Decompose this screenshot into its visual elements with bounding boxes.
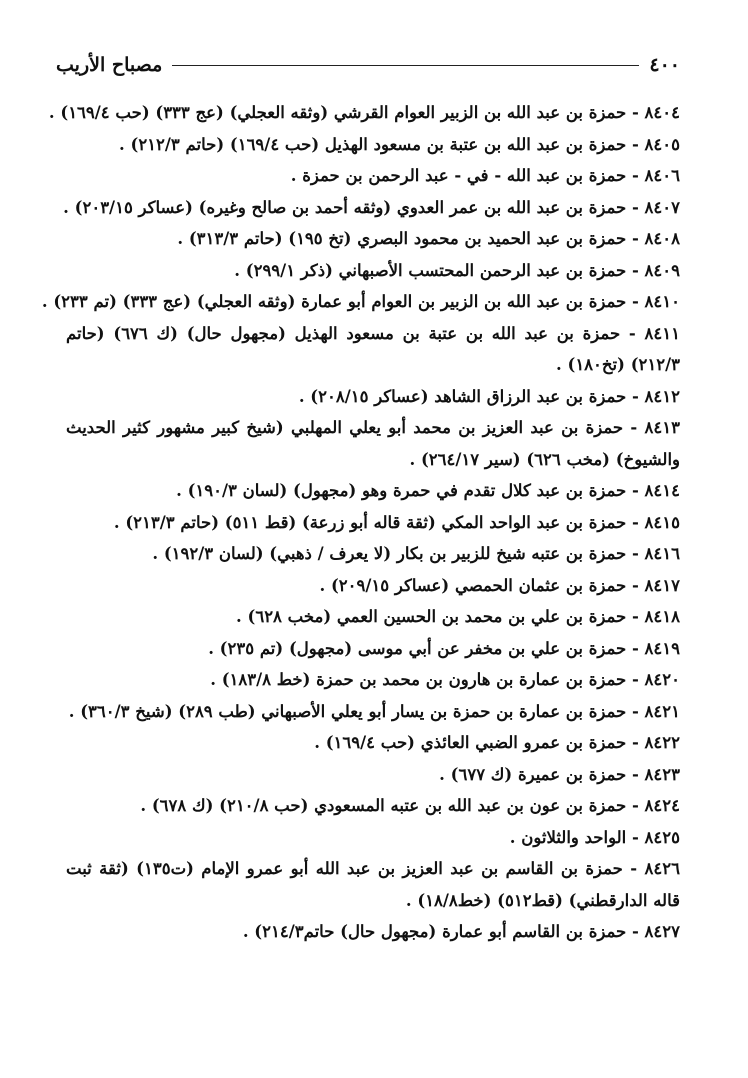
entry: ٨٤٠٥ - حمزة بن عبد الله بن عتبة بن مسعود الهذيل (حب ١٦٩/٤) (حاتم ٢١٢/٣) . — [119, 134, 680, 154]
entry-number: ٨٤٠٩ — [644, 260, 680, 280]
entry-text: حمزة بن عبد الواحد المكي (ثقة قاله أبو زرعة) (قط ٥١١) (حاتم ٢١٣/٣) . — [113, 512, 627, 532]
entry-text: حمزة بن عبد الرزاق الشاهد (عساكر ٢٠٨/١٥) . — [298, 386, 627, 406]
entry: ٨٤٠٧ - حمزة بن عبد الله بن عمر العدوي (وثقه أحمد بن صالح وغيره) (عساكر ٢٠٣/١٥) . — [63, 197, 680, 217]
entry-number: ٨٤٢٧ — [644, 922, 680, 941]
entry: ٨٤١٧ - حمزة بن عثمان الحمصي (عساكر ٢٠٩/١٥) . — [319, 575, 680, 595]
entry-text: حمزة بن عبد الله بن الزبير بن العوام أبو عمارة (وثقه العجلي) (عج ٣٣٣) (تم ٢٣٣) . — [41, 292, 627, 311]
entry: ٨٤١٥ - حمزة بن عبد الواحد المكي (ثقة قاله أبو زرعة) (قط ٥١١) (حاتم ٢١٣/٣) . — [113, 512, 680, 532]
entry-number: ٨٤١٧ — [644, 575, 680, 595]
entry-text: حمزة بن عثمان الحمصي (عساكر ٢٠٩/١٥) . — [319, 575, 627, 595]
entry: ٨٤٢٠ - حمزة بن عمارة بن هارون بن محمد بن حمزة (خط ١٨٣/٨) . — [210, 670, 680, 689]
entry: ٨٤٠٩ - حمزة بن عبد الرحمن المحتسب الأصبهاني (ذكر ٢٩٩/١) . — [234, 260, 680, 280]
entry: ٨٤٢٣ - حمزة بن عميرة (ك ٦٧٧) . — [439, 764, 680, 784]
entry: ٨٤٢٤ - حمزة بن عون بن عبد الله بن عتبه المسعودي (حب ٢١٠/٨) (ك ٦٧٨) . — [140, 796, 680, 815]
entry: ٨٤٢٢ - حمزة بن عمرو الضبي العائذي (حب ١٦٩/٤) . — [314, 733, 680, 752]
entry-text: حمزة بن عميرة (ك ٦٧٧) . — [439, 764, 627, 784]
entry-text: حمزة بن القاسم بن عبد العزيز بن عبد الله أبو عمرو الإمام (ت١٣٥) (ثقة ثبت قاله الدارقطني) (قط٥١٢) (خط١٨/٨) . — [66, 859, 680, 910]
entry-text: حمزة بن عتبه شيخ للزبير بن بكار (لا يعرف / ذهبي) (لسان ١٩٢/٣) . — [152, 544, 627, 563]
entry-text: حمزة بن القاسم أبو عمارة (مجهول حال) حاتم٢١٤/٣) . — [242, 922, 627, 941]
entry: ٨٤٢١ - حمزة بن عمارة بن حمزة بن يسار أبو يعلي الأصبهاني (طب ٢٨٩) (شيخ ٣٦٠/٣) . — [68, 701, 680, 721]
entry: ٨٤٠٦ - حمزة بن عبد الله - في - عبد الرحمن بن حمزة . — [290, 166, 680, 185]
entry-text: الواحد والثلاثون . — [509, 827, 627, 847]
entry-number: ٨٤٠٦ — [644, 166, 680, 185]
entry-number: ٨٤٢١ — [644, 701, 680, 721]
page-number: ٤٠٠ — [649, 54, 680, 76]
entry: ٨٤٠٤ - حمزة بن عبد الله بن الزبير العوام القرشي (وثقه العجلي) (عج ٣٣٣) (حب ١٦٩/٤) . — [48, 103, 680, 122]
entry-text: حمزة بن عبد كلال تقدم في حمرة وهو (مجهول) (لسان ١٩٠/٣) . — [176, 481, 627, 500]
entry-list — [41, 97, 680, 948]
entry-number: ٨٤١٥ — [644, 512, 680, 532]
book-title: مصباح الأريب — [56, 54, 163, 76]
entry-number: ٨٤١٤ — [644, 481, 680, 500]
entry: ٨٤١٠ - حمزة بن عبد الله بن الزبير بن العوام أبو عمارة (وثقه العجلي) (عج ٣٣٣) (تم ٢٣٣) . — [41, 292, 680, 311]
entry-text: حمزة بن عبد الله بن عتبة بن مسعود الهذيل (مجهول حال) (ك ٦٧٦) (حاتم ٢١٢/٣) (تخ١٨٠) . — [66, 323, 680, 374]
entry-number: ٨٤٢٣ — [644, 764, 680, 784]
entry-number: ٨٤١١ — [644, 323, 680, 343]
entry-text: حمزة بن عبد الرحمن المحتسب الأصبهاني (ذكر ٢٩٩/١) . — [234, 260, 627, 280]
entry-number: ٨٤١٢ — [644, 386, 680, 406]
entry-text: حمزة بن عمرو الضبي العائذي (حب ١٦٩/٤) . — [314, 733, 627, 752]
entry-text: حمزة بن عون بن عبد الله بن عتبه المسعودي (حب ٢١٠/٨) (ك ٦٧٨) . — [140, 796, 627, 815]
entry-number: ٨٤٢٤ — [644, 796, 680, 815]
page-header — [56, 50, 680, 80]
entry-text: حمزة بن عبد العزيز بن محمد أبو يعلي المهلبي (شيخ كبير مشهور كثير الحديث والشيوخ) (مخب ٦٢٦) (سير ٢٦٤/١٧) . — [66, 418, 680, 469]
entry-text: حمزة بن عبد الله بن عتبة بن مسعود الهذيل (حب ١٦٩/٤) (حاتم ٢١٢/٣) . — [119, 134, 627, 154]
entry: ٨٤٠٨ - حمزة بن عبد الحميد بن محمود البصري (تخ ١٩٥) (حاتم ٣١٣/٣) . — [177, 229, 680, 248]
entry-number: ٨٤١٠ — [644, 292, 680, 311]
entry-number: ٨٤١٨ — [644, 607, 680, 626]
entry-number: ٨٤١٦ — [644, 544, 680, 563]
entry-text: حمزة بن عمارة بن هارون بن محمد بن حمزة (خط ١٨٣/٨) . — [210, 670, 627, 689]
entry: ٨٤١٨ - حمزة بن علي بن محمد بن الحسين العمي (مخب ٦٢٨) . — [236, 607, 680, 626]
entry: ٨٤١٢ - حمزة بن عبد الرزاق الشاهد (عساكر ٢٠٨/١٥) . — [298, 386, 680, 406]
entry-number: ٨٤١٩ — [644, 638, 680, 658]
entry-text: حمزة بن عبد الحميد بن محمود البصري (تخ ١٩٥) (حاتم ٣١٣/٣) . — [177, 229, 627, 248]
entry: ٨٤١٦ - حمزة بن عتبه شيخ للزبير بن بكار (لا يعرف / ذهبي) (لسان ١٩٢/٣) . — [152, 544, 680, 563]
entry: ٨٤١٣ - حمزة بن عبد العزيز بن محمد أبو يعلي المهلبي (شيخ كبير مشهور كثير الحديث والشيوخ) (مخب ٦٢٦) (سير ٢٦٤/١٧) . — [66, 418, 680, 469]
entry: ٨٤١٩ - حمزة بن علي بن مخفر عن أبي موسى (مجهول) (تم ٢٣٥) . — [208, 638, 680, 658]
entry-number: ٨٤٢٢ — [644, 733, 680, 752]
entry-number: ٨٤٢٠ — [644, 670, 680, 689]
entry-text: حمزة بن عبد الله بن عمر العدوي (وثقه أحمد بن صالح وغيره) (عساكر ٢٠٣/١٥) . — [63, 197, 627, 217]
entry-text: حمزة بن عبد الله بن الزبير العوام القرشي (وثقه العجلي) (عج ٣٣٣) (حب ١٦٩/٤) . — [48, 103, 627, 122]
entry: ٨٤١١ - حمزة بن عبد الله بن عتبة بن مسعود الهذيل (مجهول حال) (ك ٦٧٦) (حاتم ٢١٢/٣) (تخ١٨٠) . — [66, 323, 680, 374]
entry-text: حمزة بن عبد الله - في - عبد الرحمن بن حمزة . — [290, 166, 627, 185]
entry-number: ٨٤٠٨ — [644, 229, 680, 248]
entry: ٨٤١٤ - حمزة بن عبد كلال تقدم في حمرة وهو (مجهول) (لسان ١٩٠/٣) . — [176, 481, 680, 500]
entry-text: حمزة بن علي بن محمد بن الحسين العمي (مخب ٦٢٨) . — [236, 607, 627, 626]
entry-number: ٨٤٠٧ — [644, 197, 680, 217]
entry-text: حمزة بن عمارة بن حمزة بن يسار أبو يعلي الأصبهاني (طب ٢٨٩) (شيخ ٣٦٠/٣) . — [68, 701, 627, 721]
entry-number: ٨٤٠٥ — [644, 134, 680, 154]
entry-number: ٨٤٢٦ — [644, 859, 680, 878]
entry: ٨٤٢٧ - حمزة بن القاسم أبو عمارة (مجهول حال) حاتم٢١٤/٣) . — [242, 922, 680, 941]
entry-text: حمزة بن علي بن مخفر عن أبي موسى (مجهول) (تم ٢٣٥) . — [208, 638, 627, 658]
entry: ٨٤٢٦ - حمزة بن القاسم بن عبد العزيز بن عبد الله أبو عمرو الإمام (ت١٣٥) (ثقة ثبت قاله الدارقطني) (قط٥١٢) (خط١٨/٨) . — [66, 859, 680, 910]
entry: ٨٤٢٥ - الواحد والثلاثون . — [509, 827, 680, 847]
header-rule — [172, 65, 639, 66]
entry-number: ٨٤٠٤ — [644, 103, 680, 122]
entry-number: ٨٤١٣ — [644, 418, 680, 437]
entry-number: ٨٤٢٥ — [644, 827, 680, 847]
